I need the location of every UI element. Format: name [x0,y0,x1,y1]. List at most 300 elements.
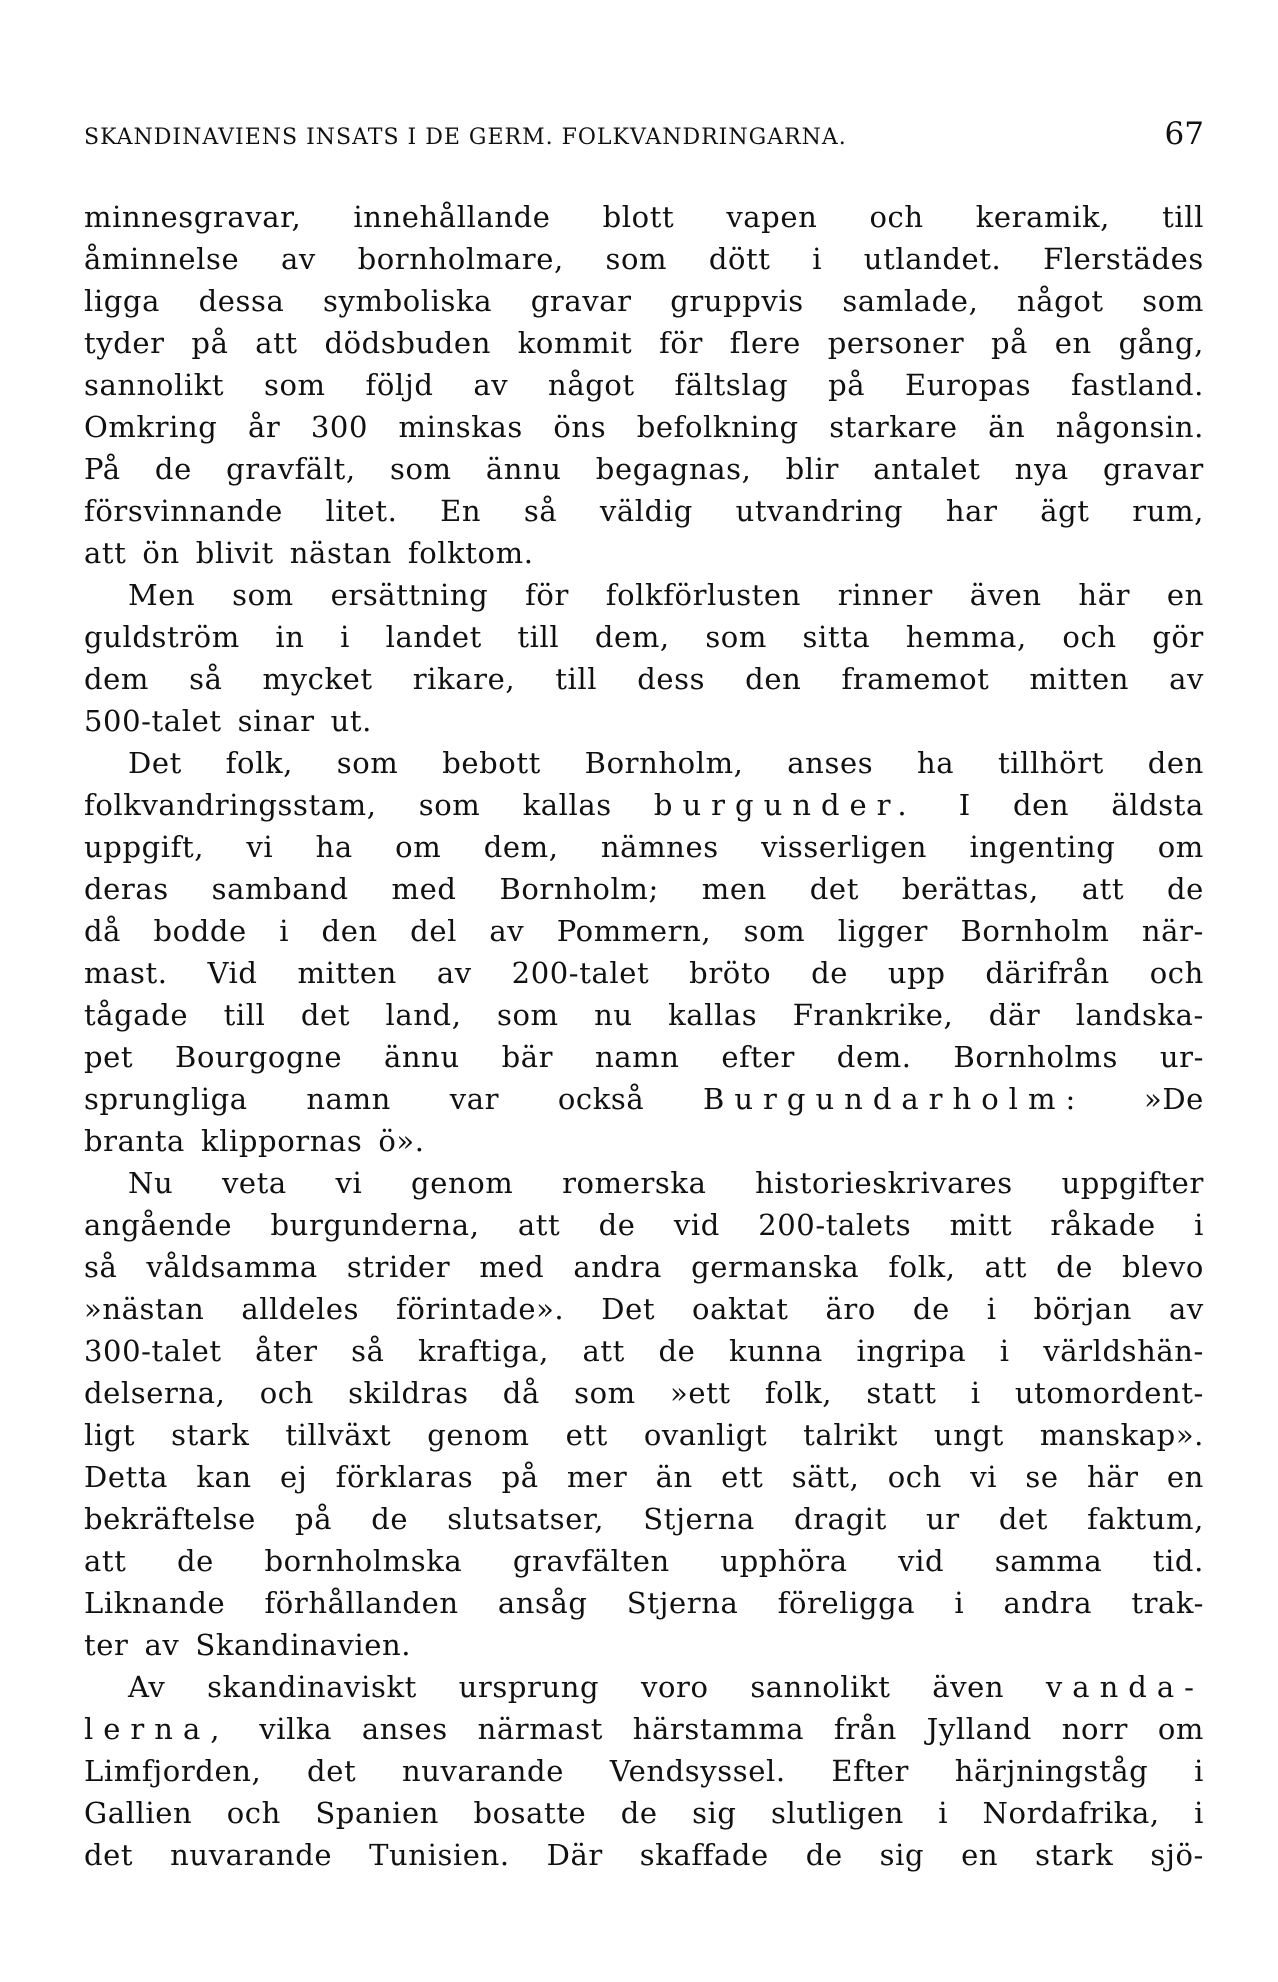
word: delserna, [84,1376,226,1410]
word: sjö- [1150,1838,1204,1872]
word: en [1166,578,1204,612]
word: ha [315,830,353,864]
word: mer [566,1460,628,1494]
word: 200-talet [511,956,650,990]
word: branta [84,1124,185,1158]
word: ligger [837,914,929,948]
word: mast. [84,956,168,990]
word: som [336,746,399,780]
word: dem. [836,1040,912,1074]
word: ön [142,536,180,570]
word: den [745,662,802,696]
text-line [84,1792,1204,1834]
word: Pommern, [556,914,712,948]
word: Europas [905,368,1032,402]
word: dem, [483,830,559,864]
word: tillväxt [285,1418,392,1452]
text-line [84,1162,1204,1204]
word: innehållande [353,200,551,234]
word: 200-talets [758,1208,912,1242]
text-line [84,868,1204,910]
word: En [440,494,482,528]
text-line [84,1414,1204,1456]
word: i [1194,1208,1204,1242]
word: tid. [1152,1544,1204,1578]
word: dragit [794,1502,887,1536]
word: fältslag [674,368,789,402]
word: ännu [384,1040,460,1074]
text-line [84,532,1204,574]
word: därifrån [985,956,1110,990]
text-line [84,826,1204,868]
word: kan [196,1460,252,1494]
word: mitt [949,1208,1013,1242]
word: i [938,1796,949,1830]
word: voro [640,1670,709,1704]
word: av [489,914,525,948]
word: dess [637,662,706,696]
text-line [84,784,1204,826]
word: av [281,242,316,276]
word: dem [84,662,150,696]
word: det [84,1838,134,1872]
word: Omkring [84,410,218,444]
word: folk, [764,1376,833,1410]
word: ö». [378,1124,425,1158]
word: mitten [1029,662,1129,696]
word: våldsamma [146,1250,318,1284]
word: men [701,872,767,906]
word: det [307,1754,357,1788]
word: gång, [1118,326,1204,360]
word: Vendsyssel. [609,1754,786,1788]
word: mitten [297,956,397,990]
page-number: 67 [1164,116,1204,152]
word: blevo [1122,1250,1204,1284]
text-line [84,364,1204,406]
word: än [988,410,1026,444]
word: som [232,578,294,612]
word: Spanien [315,1796,440,1830]
text-line [84,406,1204,448]
word: gravfält, [226,452,356,486]
word: ersättning [330,578,489,612]
word: lerna, [84,1712,230,1746]
word: av [1169,1292,1204,1326]
word: oaktat [692,1292,789,1326]
word: som [264,368,326,402]
word: och [887,1460,942,1494]
word: gravfälten [512,1544,670,1578]
word: äro [825,1292,876,1326]
word: ovanligt [643,1418,768,1452]
word: blir [785,452,840,486]
word: anses [361,1712,448,1746]
word: ligt [84,1418,136,1452]
word: Jylland [926,1712,1032,1746]
word: att [582,1334,625,1368]
word: nuvarande [170,1838,333,1872]
word: burgunderna, [270,1208,480,1242]
word: antalet [873,452,981,486]
word: starkare [829,410,958,444]
text-line [84,1204,1204,1246]
running-header-title: SKANDINAVIENS INSATS I DE GERM. FOLKVANDRINGARNA. [84,125,847,150]
word: folkförlusten [605,578,801,612]
word: litet. [325,494,398,528]
word: strider [346,1250,451,1284]
word: där [988,998,1041,1032]
text-line [84,1750,1204,1792]
word: Detta [84,1460,169,1494]
word: nya [1014,452,1069,486]
word: »nästan [84,1292,205,1326]
text-line [84,1372,1204,1414]
word: som [1142,284,1204,318]
word: vid [673,1208,720,1242]
word: Bornholm; [499,872,659,906]
word: Det [601,1292,656,1326]
text-line [84,742,1204,784]
word: pet [84,1040,134,1074]
word: även [932,1670,1005,1704]
word: ter [84,1628,129,1662]
word: Vid [207,956,258,990]
word: att [517,1208,561,1242]
text-line [84,1624,1204,1666]
word: skandinaviskt [207,1670,417,1704]
text-line [84,1036,1204,1078]
word: äldsta [1111,788,1204,822]
word: utomordent- [1014,1376,1204,1410]
word: om [1157,830,1204,864]
word: sinar [237,704,315,738]
word: en [961,1838,999,1872]
word: i [999,1334,1010,1368]
word: den [1147,746,1204,780]
word: manskap». [1039,1418,1204,1452]
word: dött [708,242,771,276]
word: ej [279,1460,308,1494]
word: andra [573,1250,663,1284]
word: blott [602,200,675,234]
word: vilka [259,1712,333,1746]
word: för [525,578,569,612]
word: kallas [522,788,612,822]
word: det [809,872,859,906]
word: de [620,1796,658,1830]
word: som [605,242,668,276]
word: andra [1003,1586,1093,1620]
word: i [954,1586,965,1620]
word: keramik, [975,200,1110,234]
word: när- [1141,914,1204,948]
word: blivit [195,536,274,570]
word: och [259,1376,314,1410]
word: upphöra [720,1544,848,1578]
word: Bornholm, [584,746,744,780]
word: slutligen [771,1796,904,1830]
word: landska- [1075,998,1204,1032]
word: av [144,1628,180,1662]
word: i [1194,1796,1204,1830]
word: kallas [668,998,758,1032]
word: att [1081,872,1125,906]
word: Burgundarholm: [703,1082,1086,1116]
word: nuvarande [401,1754,564,1788]
word: ett [721,1460,764,1494]
word: på [990,326,1028,360]
word: trak- [1131,1586,1204,1620]
word: Men [128,578,196,612]
word: Bornholm [960,914,1110,948]
word: alldeles [241,1292,360,1326]
word: i [970,1376,981,1410]
word: befolkning [636,410,799,444]
word: angående [84,1208,233,1242]
word: förhållanden [264,1586,459,1620]
word: slutsatser, [447,1502,605,1536]
word: veta [221,1166,287,1200]
word: hemma, [905,620,1027,654]
text-line [84,1078,1204,1120]
word: var [449,1082,500,1116]
word: talrikt [803,1418,898,1452]
word: åter [255,1334,318,1368]
word: härjningståg [954,1754,1149,1788]
word: Limfjorden, [84,1754,262,1788]
word: de [658,1334,696,1368]
running-header [84,116,1204,166]
word: sprungliga [84,1082,248,1116]
word: 300-talet [84,1334,222,1368]
word: att [84,536,127,570]
word: begagnas, [595,452,752,486]
text-line [84,700,1204,742]
word: Nu [128,1166,174,1200]
word: ur [925,1502,960,1536]
text-line [84,1120,1204,1162]
word: I [958,788,971,822]
word: vid [898,1544,945,1578]
word: världshän- [1043,1334,1204,1368]
word: de [811,956,848,990]
text-line [84,1456,1204,1498]
word: ur- [1159,1040,1204,1074]
word: till [223,998,266,1032]
word: se [1025,1460,1059,1494]
word: samband [211,872,349,906]
word: råkade [1050,1208,1156,1242]
word: här [1086,1460,1139,1494]
word: sitta [802,620,871,654]
word: 300 [310,410,369,444]
word: härstamma [632,1712,805,1746]
word: rikare, [412,662,516,696]
text-line [84,1666,1204,1708]
word: genom [411,1166,514,1200]
word: Nordafrika, [982,1796,1160,1830]
word: landet [385,620,482,654]
word: 500-talet [84,704,222,738]
word: den [1012,788,1070,822]
word: dessa [198,284,285,318]
word: namn [306,1082,391,1116]
word: stark [1035,1838,1114,1872]
text-line [84,280,1204,322]
word: vanda- [1045,1670,1204,1704]
word: bornholmska [264,1544,463,1578]
word: utvandring [735,494,904,528]
word: så [351,1334,385,1368]
word: på [191,326,229,360]
word: den [321,914,378,948]
word: dem, [594,620,670,654]
word: bröto [689,956,772,990]
word: ansåg [497,1586,588,1620]
word: tillhört [997,746,1104,780]
word: burgunder. [653,788,917,822]
word: Bourgogne [175,1040,343,1074]
word: guldström [84,620,240,654]
word: tågade [84,998,189,1032]
text-line [84,322,1204,364]
word: än [655,1460,693,1494]
word: Stjerna [626,1586,739,1620]
word: utlandet. [863,242,1002,276]
word: Efter [831,1754,909,1788]
word: Liknande [84,1586,226,1620]
word: sannolikt [84,368,225,402]
word: följd [365,368,434,402]
word: så [84,1250,118,1284]
word: ungt [933,1418,1004,1452]
word: att [255,326,298,360]
word: med [391,872,457,906]
word: gör [1152,620,1204,654]
word: in [275,620,305,654]
word: bekräftelse [84,1502,256,1536]
word: folk, [225,746,293,780]
word: om [1157,1712,1204,1746]
word: även [969,578,1042,612]
word: personer [827,326,965,360]
word: ut. [330,704,372,738]
word: då [84,914,122,948]
word: minskas [398,410,523,444]
word: bosatte [473,1796,587,1830]
word: de [154,452,192,486]
word: föreligga [777,1586,916,1620]
word: i [812,242,823,276]
text-line [84,448,1204,490]
word: de [598,1208,636,1242]
word: de [1056,1250,1093,1284]
word: av [473,368,509,402]
word: efter [721,1040,795,1074]
word: i [279,914,290,948]
word: norr [1061,1712,1129,1746]
text-line [84,952,1204,994]
word: så [523,494,558,528]
word: av [1169,662,1204,696]
word: namn [594,1040,680,1074]
word: samlade, [842,284,979,318]
word: åminnelse [84,242,240,276]
word: Tunisien. [369,1838,510,1872]
body-text [84,196,1204,1876]
word: Skandinavien. [195,1628,412,1662]
word: närmast [477,1712,603,1746]
word: och [226,1796,281,1830]
word: vi [970,1460,998,1494]
word: som [496,998,559,1032]
word: för [659,326,703,360]
word: här [1078,578,1131,612]
word: På [84,452,121,486]
word: berättas, [901,872,1039,906]
word: det [998,1502,1049,1536]
word: sätt, [791,1460,860,1494]
word: Av [128,1670,166,1704]
word: kraftiga, [418,1334,549,1368]
word: statt [866,1376,937,1410]
word: tyder [84,326,165,360]
word: de [1167,872,1204,906]
word: kunna [729,1334,823,1368]
text-line [84,1834,1204,1876]
word: minnesgravar, [84,200,302,234]
word: av [436,956,472,990]
word: gravar [1103,452,1204,486]
word: från [833,1712,897,1746]
word: de [371,1502,409,1536]
word: vapen [726,200,818,234]
word: bebott [442,746,541,780]
word: och [1062,620,1117,654]
word: deras [84,872,169,906]
word: nämnes [600,830,719,864]
word: germanska [691,1250,860,1284]
word: ursprung [458,1670,600,1704]
word: romerska [562,1166,707,1200]
word: dödsbuden [324,326,491,360]
word: väldig [599,494,693,528]
text-line [84,1540,1204,1582]
word: ligga [84,284,160,318]
word: förklaras [335,1460,474,1494]
word: som [743,914,806,948]
word: Där [546,1838,603,1872]
word: någonsin. [1055,410,1204,444]
word: ingripa [856,1334,967,1368]
word: flere [729,326,801,360]
word: de [912,1292,950,1326]
text-line [84,658,1204,700]
text-line [84,574,1204,616]
word: som [418,788,481,822]
word: kommit [517,326,633,360]
word: en [1054,326,1092,360]
word: anses [787,746,874,780]
word: försvinnande [84,494,283,528]
word: Stjerna [643,1502,755,1536]
word: Gallien [84,1796,193,1830]
word: folk, [888,1250,956,1284]
word: upp [887,956,946,990]
word: och [869,200,924,234]
word: på [828,368,866,402]
